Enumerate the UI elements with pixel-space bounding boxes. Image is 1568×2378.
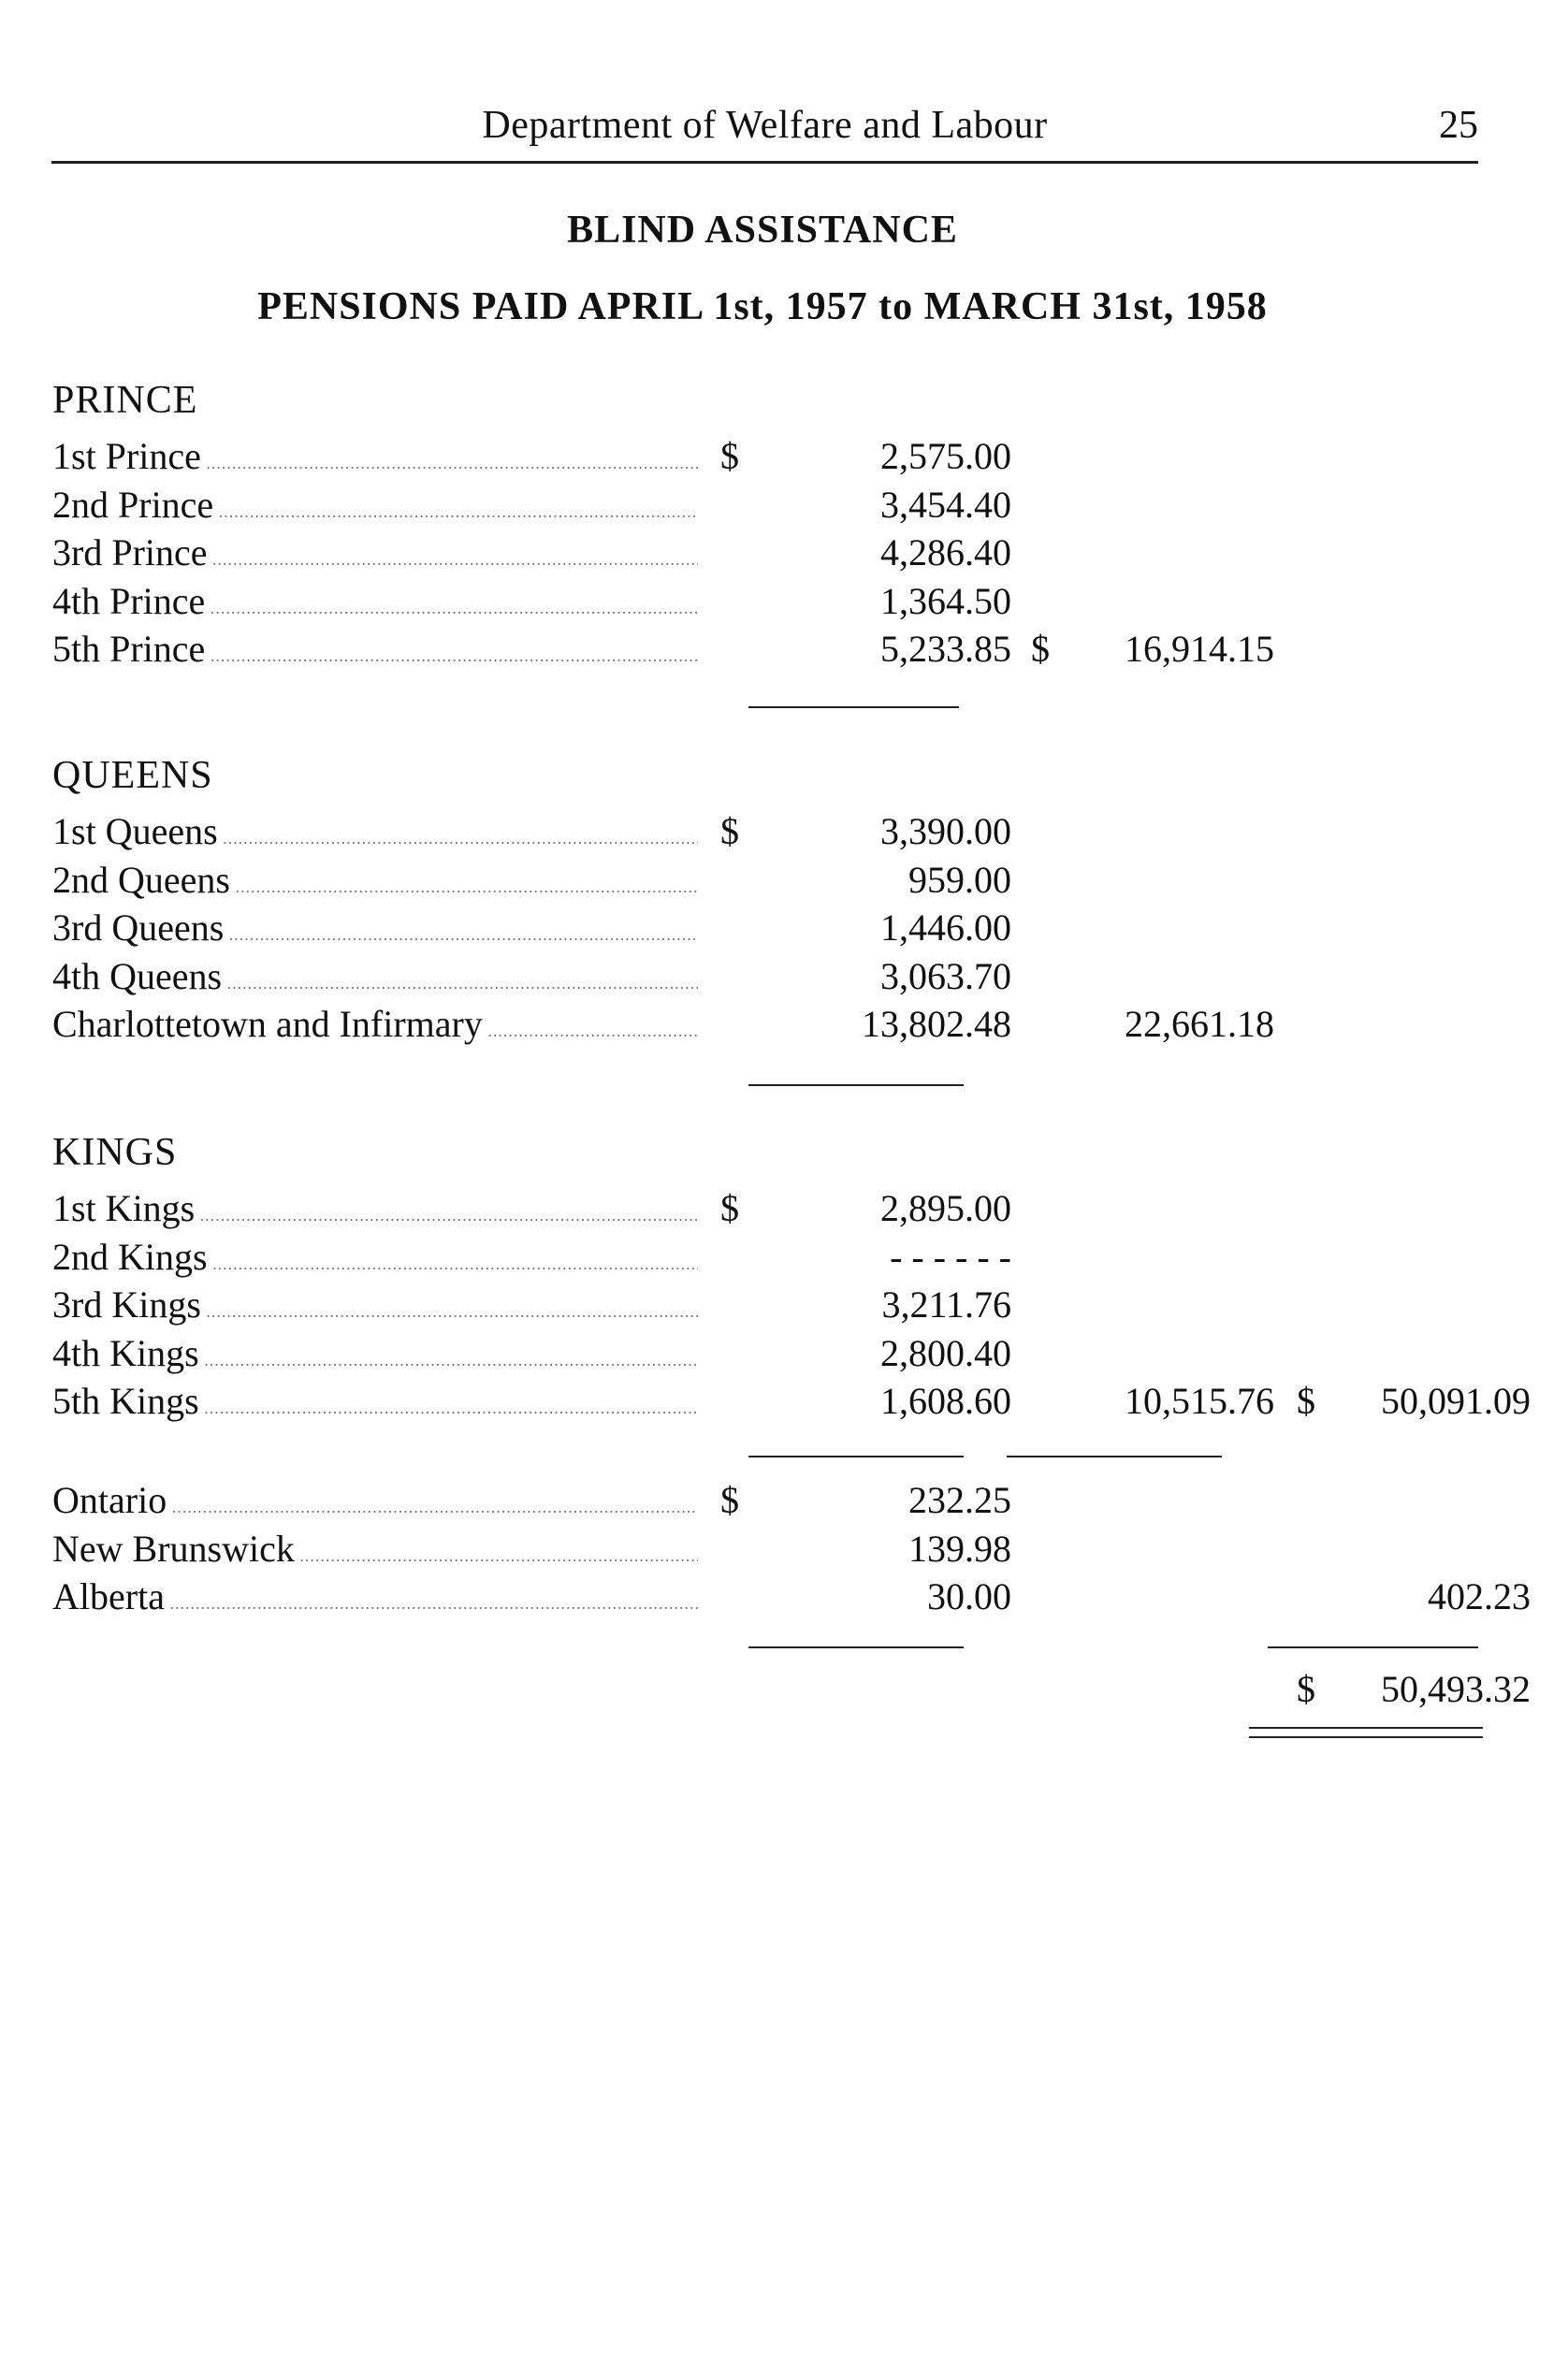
row-amount: 139.98 bbox=[908, 1527, 1011, 1570]
row-amount: 13,802.48 bbox=[862, 1003, 1011, 1045]
section-title: KINGS bbox=[52, 1131, 178, 1174]
double-rule-bottom bbox=[1249, 1736, 1483, 1738]
table-row bbox=[52, 954, 1479, 1003]
table-row bbox=[52, 1478, 1479, 1527]
row-amount: 30.00 bbox=[927, 1575, 1011, 1617]
section-total: 16,914.15 bbox=[1125, 628, 1274, 670]
total-rule bbox=[1007, 1456, 1222, 1457]
row-amount: 2,800.40 bbox=[880, 1331, 1011, 1374]
row-amount: 959.00 bbox=[908, 858, 1011, 901]
row-label: New Brunswick ..... bbox=[52, 1527, 698, 1571]
section-total: 22,661.18 bbox=[1125, 1003, 1274, 1045]
section-total: 10,515.76 bbox=[1125, 1380, 1274, 1422]
section-prince bbox=[52, 378, 1479, 675]
table-row bbox=[52, 1379, 1531, 1428]
dollar-sign: $ bbox=[720, 435, 739, 477]
grand-total-row bbox=[52, 1667, 1531, 1716]
grand-total: 50,493.32 bbox=[1381, 1668, 1531, 1710]
table-row bbox=[52, 906, 1479, 954]
row-amount: 3,390.00 bbox=[880, 810, 1011, 852]
section-total: 402.23 bbox=[1428, 1575, 1531, 1617]
report-title: BLIND ASSISTANCE bbox=[567, 209, 958, 252]
row-amount: 1,446.00 bbox=[880, 906, 1011, 949]
row-label: 2nd Kings ..... bbox=[52, 1235, 698, 1279]
table-row bbox=[52, 858, 1479, 906]
row-label: 1st Prince ..... bbox=[52, 434, 698, 478]
table-row bbox=[52, 1186, 1479, 1235]
row-amount: 3,063.70 bbox=[880, 954, 1011, 997]
row-amount: 1,364.50 bbox=[880, 579, 1011, 622]
dollar-sign: $ bbox=[720, 1479, 739, 1521]
dollar-sign: $ bbox=[720, 810, 739, 852]
row-amount: 4,286.40 bbox=[880, 531, 1011, 573]
row-label: 4th Queens ..... bbox=[52, 954, 698, 998]
table-row bbox=[52, 434, 1479, 483]
table-row bbox=[52, 809, 1479, 858]
row-label: 3rd Kings ..... bbox=[52, 1283, 698, 1327]
table-row bbox=[52, 1283, 1479, 1331]
row-label: Alberta ..... bbox=[52, 1574, 698, 1618]
row-label: 2nd Prince ..... bbox=[52, 483, 698, 527]
table-row bbox=[52, 627, 1479, 675]
report-subtitle: PENSIONS PAID APRIL 1st, 1957 to MARCH 31st, 1958 bbox=[257, 285, 1268, 328]
table-row bbox=[52, 1331, 1479, 1380]
dollar-sign: $ bbox=[1297, 1380, 1315, 1422]
row-amount: - - - - - - bbox=[890, 1235, 1011, 1278]
row-label: 5th Kings ..... bbox=[52, 1379, 698, 1423]
table-row bbox=[52, 1527, 1479, 1575]
counties-subtotal: 50,091.09 bbox=[1381, 1380, 1531, 1422]
page-number: 25 bbox=[1439, 104, 1478, 147]
table-row bbox=[52, 1002, 1479, 1051]
row-label: Ontario ..... bbox=[52, 1478, 698, 1522]
table-row bbox=[52, 1574, 1531, 1623]
subtotal-rule bbox=[748, 1084, 964, 1086]
row-label: 1st Queens ..... bbox=[52, 809, 698, 853]
row-amount: 232.25 bbox=[908, 1479, 1011, 1521]
row-label: 4th Kings ..... bbox=[52, 1331, 698, 1375]
dollar-sign: $ bbox=[1297, 1668, 1315, 1710]
table-row bbox=[52, 579, 1479, 628]
row-amount: 1,608.60 bbox=[880, 1380, 1011, 1422]
row-label: 2nd Queens ..... bbox=[52, 858, 698, 902]
subtotal-rule bbox=[748, 706, 959, 708]
subtotal-rule bbox=[748, 1456, 964, 1457]
row-label: 1st Kings ..... bbox=[52, 1186, 698, 1230]
table-row bbox=[52, 530, 1479, 579]
row-amount: 3,454.40 bbox=[880, 483, 1011, 526]
double-rule-top bbox=[1249, 1727, 1483, 1729]
section-other-provinces bbox=[52, 1478, 1531, 1623]
section-title: PRINCE bbox=[52, 379, 198, 422]
table-row bbox=[52, 483, 1479, 531]
row-label: 5th Prince ..... bbox=[52, 627, 698, 671]
table-row bbox=[52, 1667, 1531, 1716]
running-header bbox=[51, 95, 1478, 164]
table-row bbox=[52, 1235, 1479, 1283]
section-kings bbox=[52, 1130, 1531, 1428]
row-amount: 3,211.76 bbox=[881, 1283, 1011, 1326]
section-queens bbox=[52, 753, 1479, 1051]
row-label: 3rd Prince ..... bbox=[52, 530, 698, 574]
subtotal-rule bbox=[748, 1646, 964, 1648]
dollar-sign: $ bbox=[1031, 628, 1050, 670]
section-title: QUEENS bbox=[52, 754, 213, 797]
total-rule bbox=[1268, 1646, 1478, 1648]
dollar-sign: $ bbox=[720, 1187, 739, 1229]
department-title: Department of Welfare and Labour bbox=[482, 104, 1048, 147]
row-label: 4th Prince ..... bbox=[52, 579, 698, 623]
row-label: 3rd Queens ..... bbox=[52, 906, 698, 950]
row-amount: 2,895.00 bbox=[880, 1187, 1011, 1229]
row-label: Charlottetown and Infirmary ..... bbox=[52, 1002, 698, 1046]
row-amount: 5,233.85 bbox=[880, 628, 1011, 670]
row-amount: 2,575.00 bbox=[880, 435, 1011, 477]
